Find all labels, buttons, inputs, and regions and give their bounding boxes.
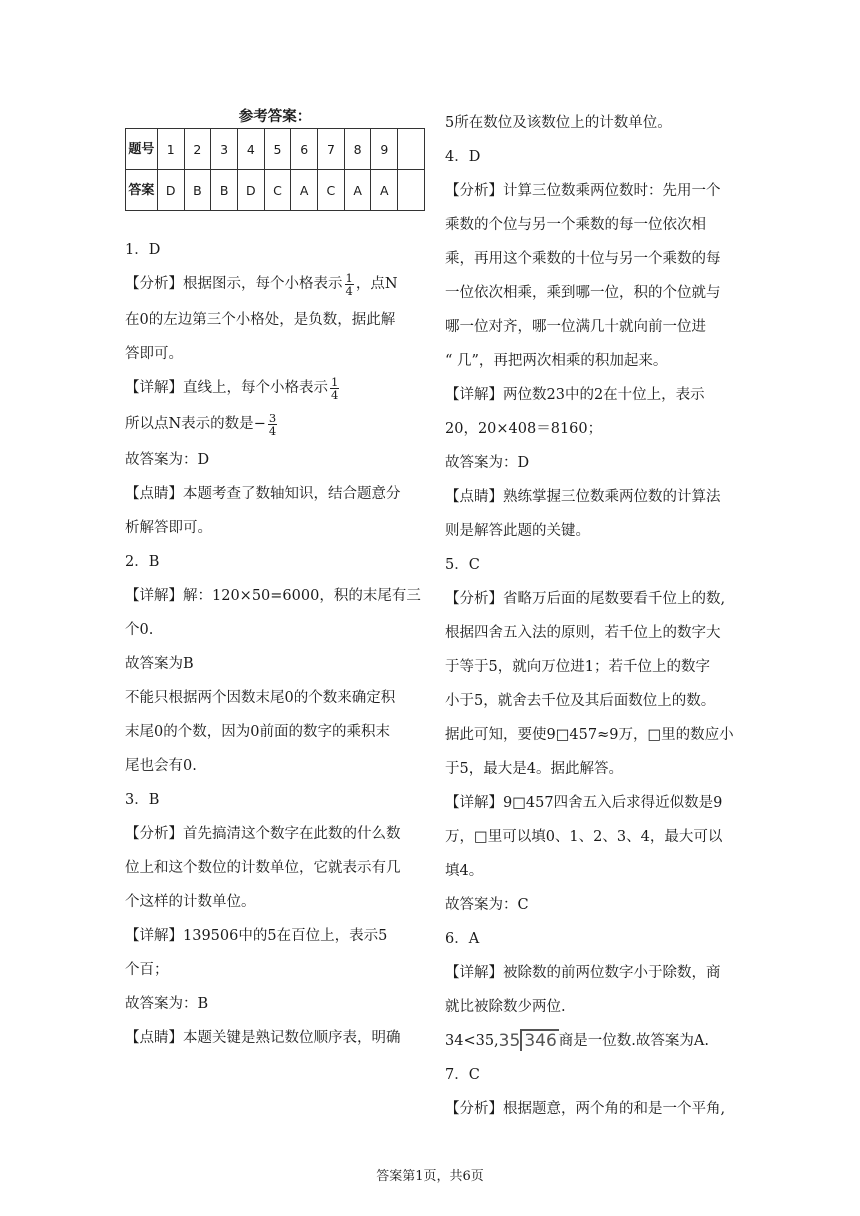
question-number-cell: 4 (237, 129, 264, 170)
q1-detail-text: 所以点N表示的数是 (125, 416, 254, 432)
answer-cell: B (211, 170, 238, 211)
q4-detail-line: 20，20×408＝8160； (445, 421, 603, 437)
q5-analysis-line: 根据四舍五入法的原则，若千位上的数字大 (445, 625, 721, 641)
q6-calc-line (445, 1024, 741, 1058)
q1-analysis-line: 答即可。 (125, 346, 183, 362)
q6-detail-line: 就比被除数少两位. (445, 999, 566, 1015)
q3-note-line: 【点睛】本题关键是熟记数位顺序表，明确 (125, 1030, 401, 1046)
answer-cell: D (237, 170, 264, 211)
question-number-cell: 9 (371, 129, 398, 170)
q1-detail-line (125, 407, 435, 443)
q5-detail-line: 万，□里可以填0、1、2、3、4，最大可以 (445, 829, 723, 845)
q3-analysis-line: 个这样的计数单位。 (125, 894, 256, 910)
q1-analysis-line (125, 267, 435, 303)
q6-calc-prefix: 34<35, (445, 1033, 499, 1049)
q4-analysis-line: 【分析】计算三位数乘两位数时：先用一个 (445, 183, 721, 199)
question-number-cell: 2 (184, 129, 211, 170)
q1-note-line: 【点睛】本题考查了数轴知识，结合题意分 (125, 486, 401, 502)
q4-analysis-line: 乘数的个位与另一个乘数的每一位依次相 (445, 217, 706, 233)
answer-row (126, 170, 425, 211)
q1-conclusion: 故答案为：D (125, 452, 210, 468)
q3-analysis-line: 位上和这个数位的计数单位，它就表示有几 (125, 860, 401, 876)
answer-cell: A (291, 170, 318, 211)
right-column (445, 106, 741, 1126)
q4-analysis-line: 乘，再用这个乘数的十位与另一个乘数的每 (445, 251, 721, 267)
answer-cell: C (318, 170, 345, 211)
q2-conclusion: 故答案为B (125, 656, 194, 672)
q1-analysis-text: 【分析】根据图示，每个小格表示 (125, 276, 343, 292)
left-column (125, 106, 435, 1055)
q3-heading: 3．B (125, 792, 160, 808)
q3-analysis-line: 【分析】首先搞清这个数字在此数的什么数 (125, 826, 401, 842)
question-number-cell: 7 (318, 129, 345, 170)
q7-analysis-line: 【分析】根据题意，两个角的和是一个平角, (445, 1101, 726, 1117)
answer-key-table (125, 128, 425, 211)
q5-analysis-line: 于等于5，就向万位进1；若千位上的数字 (445, 659, 710, 675)
q1-analysis-line: 在0的左边第三个小格处，是负数，据此解 (125, 312, 396, 328)
q4-analysis-line: “ 几”，再把两次相乘的积加起来。 (445, 353, 668, 369)
q5-analysis-line: 小于5，就舍去千位及其后面数位上的数。 (445, 693, 716, 709)
q5-analysis-line: 于5，最大是4。据此解答。 (445, 761, 623, 777)
q3-note-line: 5所在数位及该数位上的计数单位。 (445, 115, 672, 131)
answer-cell: D (157, 170, 184, 211)
question-number-cell: 8 (344, 129, 371, 170)
q2-detail-line: 个0. (125, 622, 154, 638)
answer-cell: A (344, 170, 371, 211)
answer-cell: A (371, 170, 398, 211)
q6-calc-suffix: 商是一位数.故答案为A. (558, 1033, 709, 1049)
q1-heading: 1．D (125, 242, 161, 258)
q5-detail-line: 【详解】9□457四舍五入后求得近似数是9 (445, 795, 723, 811)
fraction-three-quarters: $\frac{3}{4}$ (268, 410, 277, 438)
q3-detail-line: 个百； (125, 962, 169, 978)
q4-heading: 4．D (445, 149, 481, 165)
q2-extra-line: 不能只根据两个因数末尾0的个数来确定积 (125, 690, 396, 706)
answer-cell: C (264, 170, 291, 211)
page-footer: 答案第1页，共6页 (376, 1169, 484, 1184)
q4-note-line: 【点睛】熟练掌握三位数乘两位数的计算法 (445, 489, 721, 505)
q1-detail-text: 【详解】直线上，每个小格表示 (125, 380, 328, 396)
q6-heading: 6．A (445, 931, 480, 947)
q5-analysis-line: 【分析】省略万后面的尾数要看千位上的数, (445, 591, 726, 607)
q4-detail-line: 【详解】两位数23中的2在十位上，表示 (445, 387, 705, 403)
q2-heading: 2．B (125, 554, 160, 570)
q5-detail-line: 填4。 (445, 863, 484, 879)
fraction-one-quarter: $\frac{1}{4}$ (331, 374, 339, 402)
answer-row-label: 答案 (126, 170, 158, 211)
answer-key-title: 参考答案： (238, 108, 312, 125)
answer-cell: B (184, 170, 211, 211)
q5-heading: 5．C (445, 557, 480, 573)
q4-note-line: 则是解答此题的关键。 (445, 523, 590, 539)
question-number-cell: 5 (264, 129, 291, 170)
question-number-cell: 1 (157, 129, 184, 170)
q1-note-line: 析解答即可。 (125, 520, 212, 536)
q5-conclusion: 故答案为：C (445, 897, 529, 913)
q3-detail-line: 【详解】139506中的5在百位上，表示5 (125, 928, 388, 944)
q4-conclusion: 故答案为：D (445, 455, 530, 471)
q5-analysis-line: 据此可知，要使9□457≈9万，□里的数应小 (445, 727, 734, 743)
question-number-cell (398, 129, 425, 170)
long-division-dividend: 346 (520, 1029, 558, 1051)
long-division-divisor: 35 (498, 1031, 521, 1051)
fraction-one-quarter: $\frac{1}{4}$ (345, 270, 353, 298)
question-number-cell: 6 (291, 129, 318, 170)
q2-detail-line: 【详解】解：120×50=6000，积的末尾有三 (125, 588, 421, 604)
q2-extra-line: 末尾0的个数，因为0前面的数字的乘积末 (125, 724, 390, 740)
answer-cell (398, 170, 425, 211)
question-number-row (126, 129, 425, 170)
long-division-figure (499, 1024, 559, 1058)
q3-conclusion: 故答案为：B (125, 996, 209, 1012)
question-row-label: 题号 (126, 129, 158, 170)
minus-sign: − (253, 416, 266, 432)
question-number-cell: 3 (211, 129, 238, 170)
q7-heading: 7．C (445, 1067, 480, 1083)
q6-detail-line: 【详解】被除数的前两位数字小于除数，商 (445, 965, 721, 981)
q2-extra-line: 尾也会有0. (125, 758, 197, 774)
q4-analysis-line: 一位依次相乘，乘到哪一位，积的个位就与 (445, 285, 721, 301)
q1-detail-line (125, 371, 435, 407)
q1-analysis-text: ，点N (355, 276, 398, 292)
q4-analysis-line: 哪一位对齐，哪一位满几十就向前一位进 (445, 319, 706, 335)
